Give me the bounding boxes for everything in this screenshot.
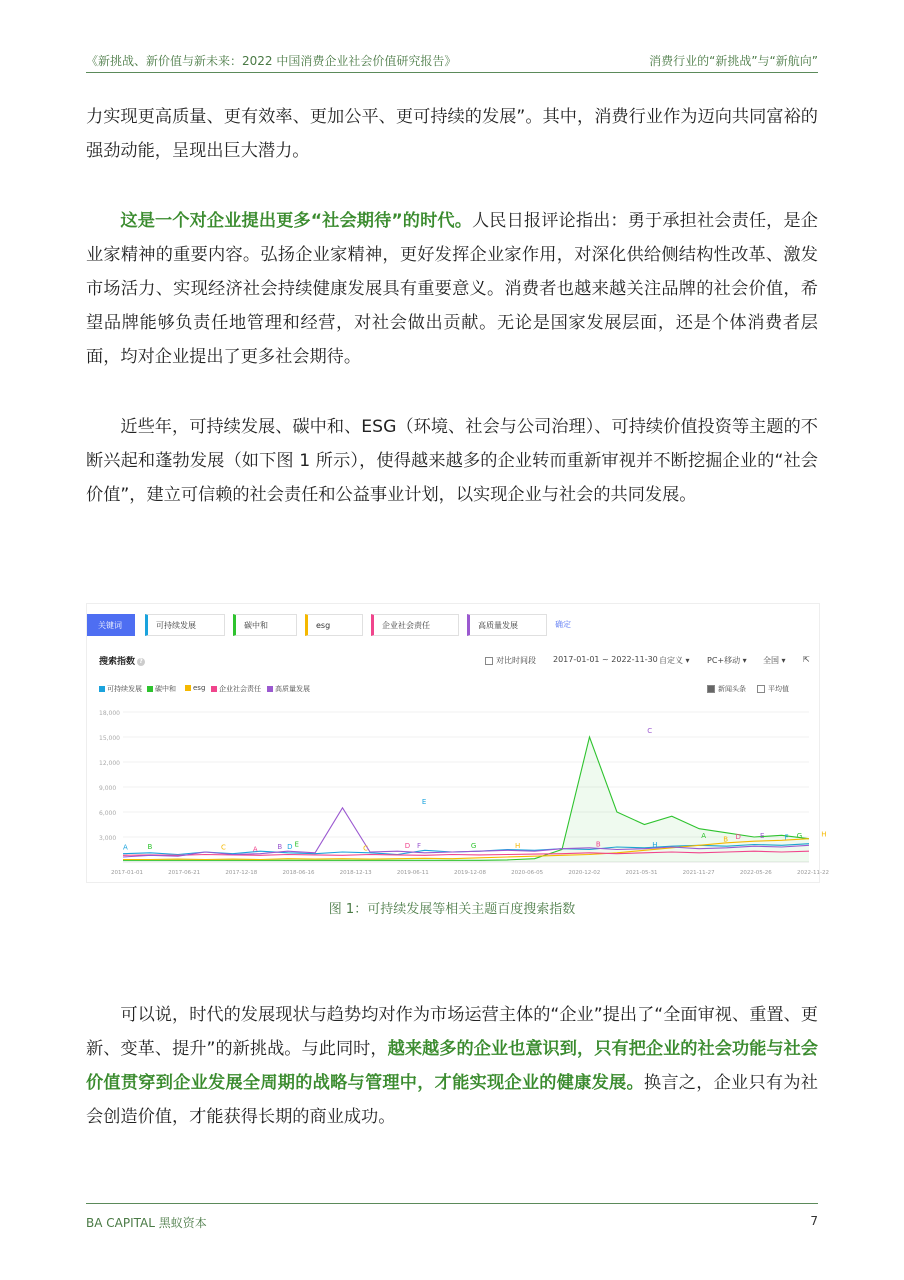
- legend-item[interactable]: [147, 684, 176, 694]
- legend-label: esg: [193, 684, 206, 692]
- section-title: 消费行业的“新挑战”与“新航向”: [649, 54, 818, 68]
- page-number: 7: [810, 1214, 818, 1228]
- x-tick-label: 2017-06-21: [168, 870, 201, 876]
- annotation-label: E: [294, 840, 299, 849]
- annotation-label: C: [647, 727, 653, 735]
- keyword-sustainable[interactable]: 可持续发展: [145, 614, 225, 636]
- compare-time-toggle[interactable]: [485, 655, 536, 666]
- series-line: [123, 737, 809, 860]
- annotation-label: G: [470, 842, 477, 850]
- figure-caption: 图 1：可持续发展等相关主题百度搜索指数: [328, 902, 576, 917]
- search-index-title: [99, 654, 145, 667]
- y-tick-label: 3,000: [99, 835, 117, 842]
- average-toggle[interactable]: [757, 684, 789, 694]
- device-select[interactable]: PC+移动 ▾: [707, 656, 747, 665]
- device-label: PC+移动: [707, 656, 741, 665]
- legend-swatch: [99, 686, 105, 692]
- legend-item[interactable]: [99, 684, 142, 694]
- y-tick-label: 9,000: [99, 785, 117, 792]
- line-plot: [87, 604, 829, 882]
- custom-label: 自定义: [659, 656, 683, 665]
- custom-select[interactable]: 自定义 ▾: [659, 656, 690, 665]
- x-tick-label: 2019-12-08: [454, 870, 486, 876]
- legend-item[interactable]: [185, 684, 205, 692]
- annotation-label: B: [147, 842, 153, 851]
- paragraph-1: [86, 100, 818, 168]
- annotation-label: E: [421, 797, 427, 806]
- x-tick-label: 2020-12-02: [568, 870, 601, 876]
- x-tick-label: 2021-11-27: [682, 870, 715, 876]
- legend-item[interactable]: [267, 684, 310, 694]
- y-tick-label: 15,000: [99, 735, 120, 742]
- series-line: [123, 851, 809, 855]
- keyword-csr[interactable]: 企业社会责任: [371, 614, 459, 636]
- paragraph-2-text: 人民日报评论指出：勇于承担社会责任，是企业家精神的重要内容。弘扬企业家精神，更好发挥企业家作用，对深化供给侧结构性改革、激发市场活力、实现经济社会持续健康发展具有重要意义。消费者也越来越关注品牌的社会价值，希望品牌能够负责任地管理和经营，对社会做出贡献。无论是国家发展层面，还是个体消费者层面，均对企业提出了更多社会期待。: [86, 211, 818, 367]
- series-line: [123, 844, 809, 855]
- chart-toolbar: [87, 654, 819, 670]
- x-tick-label: 2018-06-16: [282, 870, 315, 876]
- report-title: 《新挑战、新价值与新未来：2022 中国消费企业社会价值研究报告》: [86, 54, 457, 68]
- annotation-label: H: [652, 841, 658, 850]
- region-label: 全国: [763, 656, 779, 665]
- legend-swatch: [185, 685, 191, 691]
- legend-swatch: [211, 686, 217, 692]
- x-tick-label: 2017-01-01: [111, 870, 143, 876]
- annotation-label: C: [363, 844, 368, 853]
- annotation-label: B: [277, 842, 283, 851]
- news-headline-toggle[interactable]: [707, 684, 746, 694]
- keyword-bar: [87, 612, 819, 636]
- y-tick-label: 18,000: [99, 710, 120, 717]
- annotation-label: D: [735, 832, 741, 841]
- paragraph-4-emphasis: 越来越多的企业也意识到，只有把企业的社会功能与社会价值贯穿到企业发展全周期的战略与管理中，才能实现企业的健康发展。: [86, 1039, 818, 1093]
- annotation-label: H: [821, 830, 827, 839]
- annotation-label: G: [796, 832, 803, 840]
- help-icon[interactable]: ?: [137, 658, 145, 666]
- x-tick-label: 2021-05-31: [625, 870, 658, 876]
- x-tick-label: 2020-06-05: [511, 870, 544, 876]
- legend-label: 碳中和: [155, 685, 176, 693]
- confirm-button[interactable]: 确定: [555, 620, 571, 629]
- annotation-label: D: [404, 842, 411, 850]
- legend-label: 高质量发展: [275, 685, 310, 693]
- compare-time-label: 对比时间段: [496, 656, 536, 665]
- paragraph-2-lead: 这是一个对企业提出更多“社会期待”的时代。: [120, 211, 472, 231]
- annotation-label: D: [287, 842, 293, 851]
- checkbox-icon: [757, 685, 765, 693]
- paragraph-3-text: 近些年，可持续发展、碳中和、ESG（环境、社会与公司治理）、可持续价值投资等主题的不断兴起和蓬勃发展（如下图 1 所示），使得越来越多的企业转而重新审视并不断挖掘企业的“社会价值”，建立可信赖的社会责任和公益事业计划，以实现企业与社会的共同发展。: [86, 417, 818, 505]
- annotation-label: A: [701, 832, 706, 840]
- annotation-label: E: [760, 832, 765, 840]
- brand-name: BA CAPITAL 黑蚁资本: [86, 1216, 207, 1230]
- date-range[interactable]: 2017-01-01 ~ 2022-11-30: [553, 655, 658, 664]
- y-tick-label: 12,000: [99, 760, 120, 767]
- keyword-high-quality[interactable]: 高质量发展: [467, 614, 547, 636]
- search-index-label: 搜索指数: [99, 657, 136, 667]
- series-line: [123, 808, 809, 857]
- x-tick-label: 2019-06-11: [396, 870, 429, 876]
- search-index-chart: [86, 603, 829, 883]
- keyword-esg[interactable]: esg: [305, 614, 363, 636]
- annotation-label: H: [515, 842, 521, 850]
- annotation-label: A: [252, 845, 258, 854]
- legend-label: 企业社会责任: [219, 685, 261, 693]
- chart-options: [707, 684, 807, 696]
- x-tick-label: 2022-11-22: [797, 870, 829, 876]
- legend-swatch: [147, 686, 153, 692]
- legend-item[interactable]: [211, 684, 261, 694]
- keyword-tag[interactable]: 关键词: [87, 614, 135, 636]
- series-area: [123, 737, 809, 862]
- series-line: [123, 839, 809, 860]
- paragraph-3: [86, 410, 818, 512]
- annotation-label: C: [221, 843, 226, 852]
- x-tick-label: 2017-12-18: [225, 870, 258, 876]
- x-tick-label: 2022-05-26: [739, 870, 772, 876]
- paragraph-2: [86, 204, 818, 374]
- keyword-carbon-neutral[interactable]: 碳中和: [233, 614, 297, 636]
- annotation-label: B: [595, 840, 601, 849]
- legend-label: 可持续发展: [107, 685, 142, 693]
- paragraph-4-text-end: 换言之，企业只有为社会创造价值，才能获得长期的商业成功。: [86, 1073, 818, 1127]
- y-tick-label: 6,000: [99, 810, 117, 817]
- checkbox-icon: [485, 657, 493, 665]
- paragraph-4-text: 可以说，时代的发展现状与趋势均对作为市场运营主体的“企业”提出了“全面审视、重置、更新、变革、提升”的新挑战。与此同时，: [86, 1005, 818, 1059]
- news-headline-label: 新闻头条: [718, 685, 746, 693]
- paragraph-1-text: 力实现更高质量、更有效率、更加公平、更可持续的发展”。其中，消费行业作为迈向共同富裕的强劲动能，呈现出巨大潜力。: [86, 107, 818, 161]
- annotation-label: A: [123, 843, 128, 852]
- paragraph-4: [86, 998, 818, 1134]
- average-label: 平均值: [768, 685, 789, 693]
- annotation-label: F: [784, 833, 789, 842]
- x-tick-label: 2018-12-13: [339, 870, 372, 876]
- annotation-label: F: [417, 842, 422, 850]
- annotation-label: B: [723, 835, 729, 844]
- region-select[interactable]: 全国 ▾: [763, 656, 786, 665]
- legend-swatch: [267, 686, 273, 692]
- page-footer: [86, 1203, 818, 1234]
- share-icon[interactable]: ⇱: [803, 655, 810, 664]
- checkbox-icon: [707, 685, 715, 693]
- page-header: [86, 50, 818, 73]
